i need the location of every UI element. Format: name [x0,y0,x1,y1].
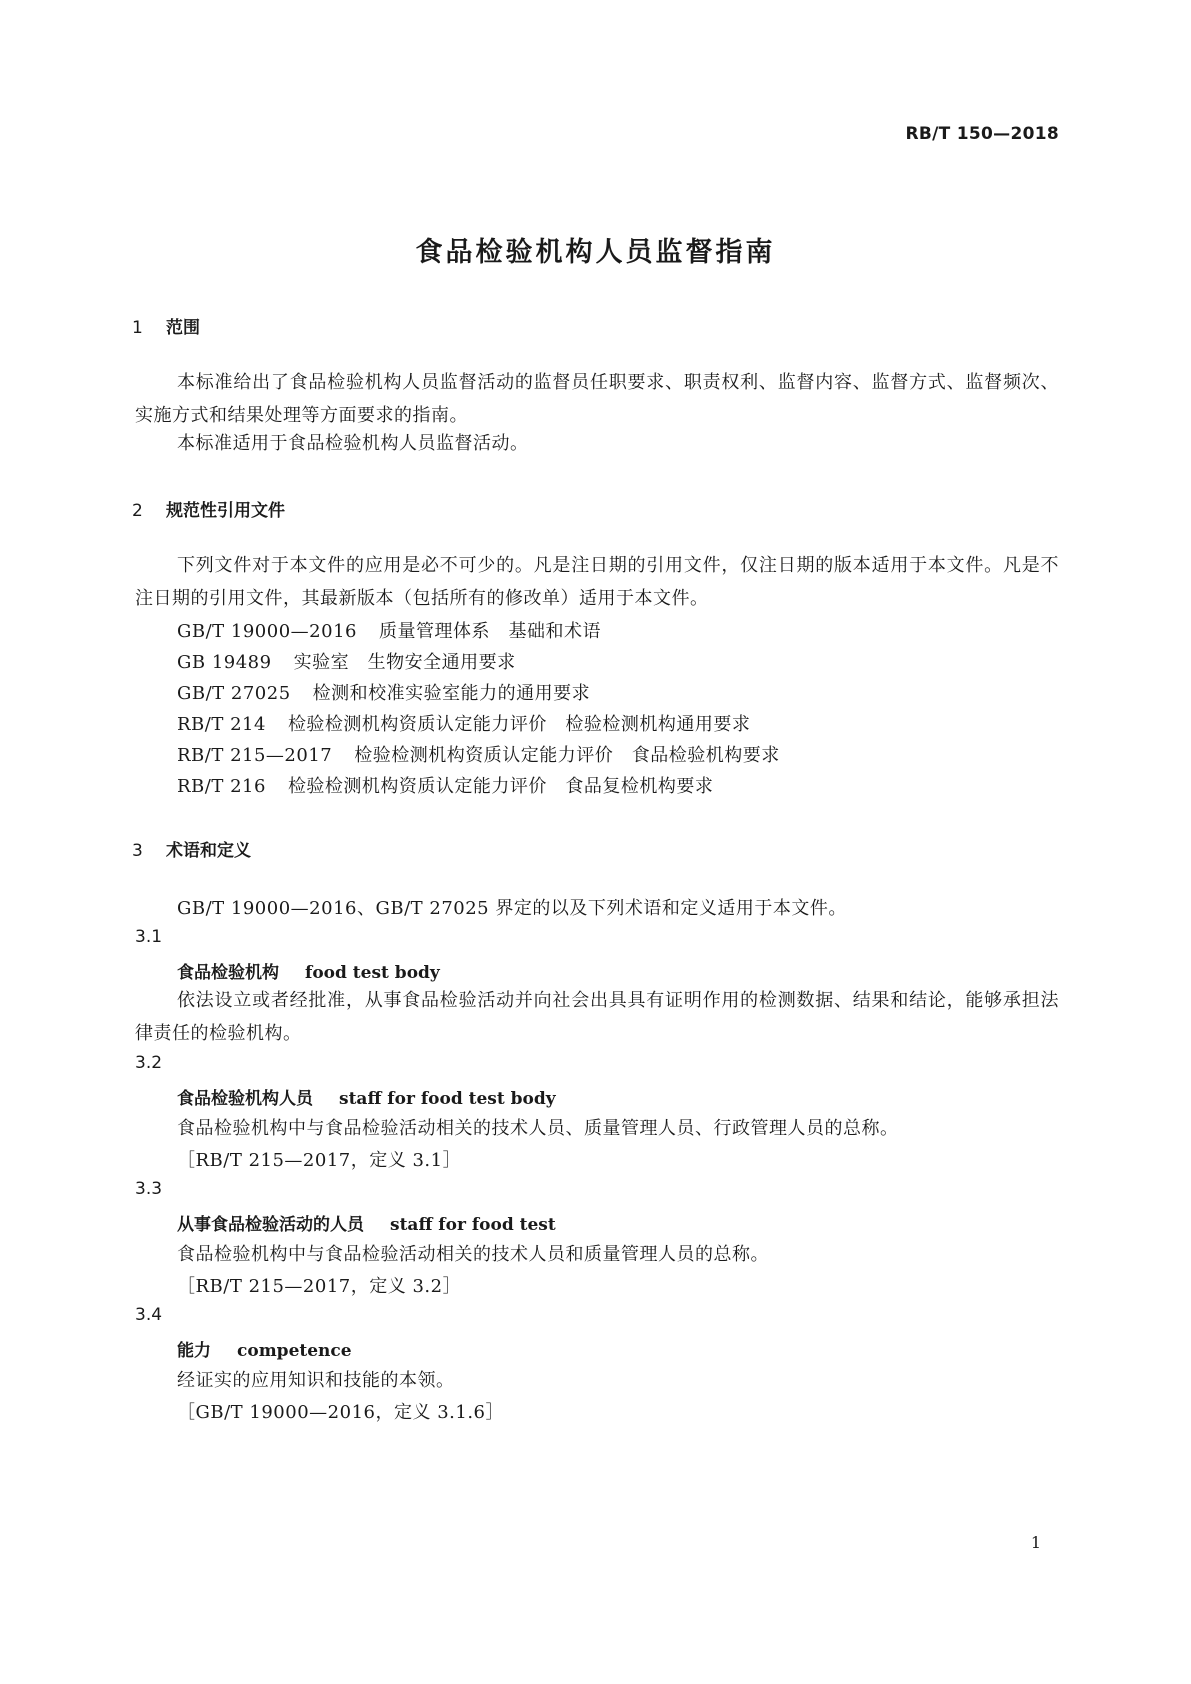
section-title: 术语和定义 [166,841,251,861]
term-heading [177,1084,556,1109]
reference-item [177,772,713,798]
reference-code: RB/T 216 [177,776,266,797]
term-heading [177,1336,352,1361]
clause-number: 3.1 [135,927,163,947]
reference-title: 质量管理体系 基础和术语 [378,621,601,642]
section-number: 1 [132,318,143,338]
term-zh: 从事食品检验活动的人员 [177,1215,364,1235]
reference-code: GB/T 19000—2016 [177,621,357,642]
term-zh: 食品检验机构人员 [177,1089,313,1109]
reference-code: RB/T 215—2017 [177,745,333,766]
terms-intro: GB/T 19000—2016、GB/T 27025 界定的以及下列术语和定义适用于本文件。 [177,898,847,919]
term-en: staff for food test body [339,1089,556,1109]
term-source: ［RB/T 215—2017，定义 3.2］ [177,1276,462,1297]
term-source: ［GB/T 19000—2016，定义 3.1.6］ [177,1402,504,1423]
references-intro: 下列文件对于本文件的应用是必不可少的。凡是注日期的引用文件，仅注日期的版本适用于本文件。凡是不注日期的引用文件，其最新版本（包括所有的修改单）适用于本文件。 [135,555,1059,609]
reference-item [177,710,750,736]
section-title: 规范性引用文件 [166,501,285,521]
term-definition: 食品检验机构中与食品检验活动相关的技术人员、质量管理人员、行政管理人员的总称。 [177,1118,899,1139]
reference-item [177,741,780,767]
page-number: 1 [1030,1533,1041,1552]
term-zh: 食品检验机构 [177,963,279,983]
term-definition: 经证实的应用知识和技能的本领。 [177,1370,455,1391]
section-title: 范围 [166,318,200,338]
term-zh: 能力 [177,1341,211,1361]
clause-number: 3.2 [135,1053,163,1073]
term-heading [177,958,440,983]
section-number: 3 [132,841,143,861]
section-3-heading [132,836,251,861]
document-title: 食品检验机构人员监督指南 [415,237,776,268]
term-en: staff for food test [390,1215,556,1235]
term-en: food test body [305,963,440,983]
term-heading [177,1210,556,1235]
section-number: 2 [132,501,143,521]
reference-title: 实验室 生物安全通用要求 [293,652,516,673]
reference-code: RB/T 214 [177,714,266,735]
standard-code: RB/T 150—2018 [905,124,1059,144]
section-2-heading [132,496,285,521]
term-definition: 食品检验机构中与食品检验活动相关的技术人员和质量管理人员的总称。 [177,1244,769,1265]
section-1-heading [132,313,200,338]
reference-item [177,617,601,643]
reference-title: 检验检测机构资质认定能力评价 食品检验机构要求 [354,745,780,766]
reference-code: GB/T 27025 [177,683,291,704]
scope-paragraph-1: 本标准给出了食品检验机构人员监督活动的监督员任职要求、职责权利、监督内容、监督方式、监督频次、实施方式和结果处理等方面要求的指南。 [135,372,1059,426]
reference-item [177,648,516,674]
reference-title: 检测和校准实验室能力的通用要求 [312,683,591,704]
scope-paragraph-2: 本标准适用于食品检验机构人员监督活动。 [177,433,529,454]
term-source: ［RB/T 215—2017，定义 3.1］ [177,1150,462,1171]
reference-code: GB 19489 [177,652,272,673]
term-en: competence [237,1341,352,1361]
reference-title: 检验检测机构资质认定能力评价 食品复检机构要求 [287,776,714,797]
clause-number: 3.4 [135,1305,163,1325]
term-definition: 依法设立或者经批准，从事食品检验活动并向社会出具具有证明作用的检测数据、结果和结论，能够承担法律责任的检验机构。 [135,990,1059,1044]
reference-item [177,679,590,705]
clause-number: 3.3 [135,1179,163,1199]
reference-title: 检验检测机构资质认定能力评价 检验检测机构通用要求 [287,714,751,735]
